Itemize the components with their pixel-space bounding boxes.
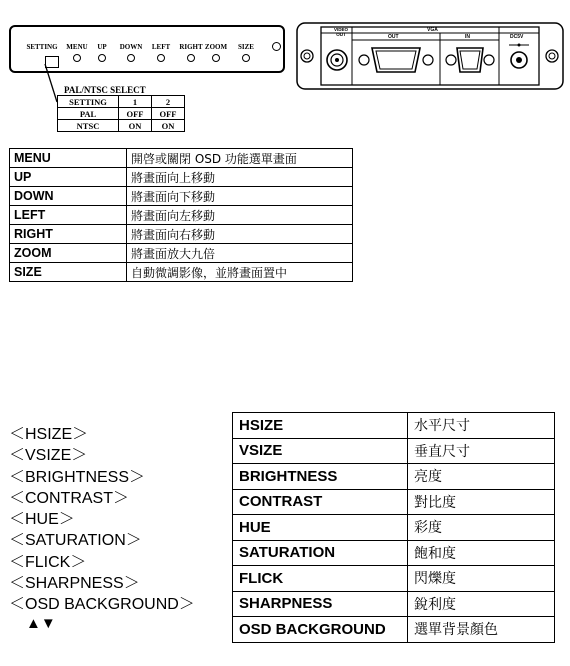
table-row	[58, 96, 185, 108]
table-row	[10, 187, 353, 206]
up-button-circle	[98, 54, 106, 62]
desc-cell: 將畫面向右移動	[127, 225, 353, 244]
desc-cell: 開啓或關閉 OSD 功能選單畫面	[127, 149, 353, 168]
button-label-down: DOWN	[119, 43, 143, 51]
key-cell: ZOOM	[10, 244, 127, 263]
table-row	[233, 489, 555, 515]
button-label-left: LEFT	[151, 43, 171, 51]
desc-cell: 水平尺寸	[408, 413, 555, 439]
button-function-table	[9, 148, 353, 282]
up-down-arrow-icon: ▲▼	[26, 615, 56, 632]
desc-cell: 將畫面向左移動	[127, 206, 353, 225]
osd-function-table	[232, 412, 555, 643]
key-cell: HSIZE	[233, 413, 408, 439]
list-item: ＜CONTRAST＞	[9, 489, 130, 507]
table-cell: NTSC	[58, 120, 119, 132]
osd-item-list	[9, 424, 195, 616]
button-label-size: SIZE	[238, 43, 254, 51]
key-cell: UP	[10, 168, 127, 187]
table-row	[233, 617, 555, 643]
button-label-up: UP	[97, 43, 107, 51]
table-cell: SETTING	[58, 96, 119, 108]
button-label-setting: SETTING	[26, 43, 58, 51]
key-cell: FLICK	[233, 566, 408, 592]
down-button-circle	[127, 54, 135, 62]
table-row	[233, 413, 555, 439]
pal-ntsc-table	[57, 95, 185, 132]
vga-label: VGA	[427, 27, 438, 33]
desc-cell: 彩度	[408, 515, 555, 541]
menu-button-circle	[73, 54, 81, 62]
table-cell: 1	[119, 96, 152, 108]
dc-label: DC5V	[510, 34, 524, 40]
list-item: ＜OSD BACKGROUND＞	[9, 596, 195, 614]
desc-cell: 將畫面向下移動	[127, 187, 353, 206]
table-row	[233, 464, 555, 490]
pal-ntsc-title: PAL/NTSC SELECT	[64, 85, 146, 95]
table-row	[10, 168, 353, 187]
list-item: ＜BRIGHTNESS＞	[9, 468, 146, 486]
table-row	[233, 515, 555, 541]
button-label-menu: MENU	[66, 43, 88, 51]
list-item: ＜HSIZE＞	[9, 426, 89, 443]
list-item: ＜HUE＞	[9, 511, 75, 529]
desc-cell: 自動微調影像，並將畫面置中	[127, 263, 353, 282]
table-cell: ON	[119, 120, 152, 132]
table-cell: PAL	[58, 108, 119, 120]
desc-cell: 亮度	[408, 464, 555, 490]
zoom-button-circle	[212, 54, 220, 62]
desc-cell: 將畫面放大九倍	[127, 244, 353, 263]
key-cell: LEFT	[10, 206, 127, 225]
desc-cell: 對比度	[408, 489, 555, 515]
table-row	[233, 540, 555, 566]
key-cell: OSD BACKGROUND	[233, 617, 408, 643]
table-row	[10, 225, 353, 244]
vga-out-label: OUT	[388, 34, 399, 40]
desc-cell: 垂直尺寸	[408, 438, 555, 464]
desc-cell: 閃爍度	[408, 566, 555, 592]
key-cell: RIGHT	[10, 225, 127, 244]
table-row	[58, 120, 185, 132]
table-row	[10, 149, 353, 168]
table-row	[233, 438, 555, 464]
key-cell: SATURATION	[233, 540, 408, 566]
table-row	[10, 244, 353, 263]
key-cell: MENU	[10, 149, 127, 168]
key-cell: SIZE	[10, 263, 127, 282]
vga-in-label: IN	[465, 34, 470, 40]
button-label-right: RIGHT	[179, 43, 203, 51]
table-row	[10, 206, 353, 225]
desc-cell: 飽和度	[408, 540, 555, 566]
key-cell: CONTRAST	[233, 489, 408, 515]
video-out-label: VIDEO OUT	[333, 27, 348, 37]
list-item: ＜FLICK＞	[9, 553, 87, 571]
list-item: ＜SATURATION＞	[9, 532, 142, 550]
key-cell: DOWN	[10, 187, 127, 206]
list-item: ＜SHARPNESS＞	[9, 575, 140, 593]
key-cell: BRIGHTNESS	[233, 464, 408, 490]
table-row	[58, 108, 185, 120]
table-row	[10, 263, 353, 282]
size-button-circle	[242, 54, 250, 62]
table-cell: OFF	[119, 108, 152, 120]
right-button-circle	[187, 54, 195, 62]
desc-cell: 選單背景顏色	[408, 617, 555, 643]
table-cell: 2	[152, 96, 185, 108]
key-cell: VSIZE	[233, 438, 408, 464]
key-cell: SHARPNESS	[233, 591, 408, 617]
left-button-circle	[157, 54, 165, 62]
key-cell: HUE	[233, 515, 408, 541]
table-row	[233, 566, 555, 592]
table-cell: ON	[152, 120, 185, 132]
desc-cell: 將畫面向上移動	[127, 168, 353, 187]
button-label-zoom: ZOOM	[204, 43, 228, 51]
table-cell: OFF	[152, 108, 185, 120]
desc-cell: 銳利度	[408, 591, 555, 617]
table-row	[233, 591, 555, 617]
power-led-circle	[272, 42, 281, 51]
list-item: ＜VSIZE＞	[9, 447, 88, 465]
